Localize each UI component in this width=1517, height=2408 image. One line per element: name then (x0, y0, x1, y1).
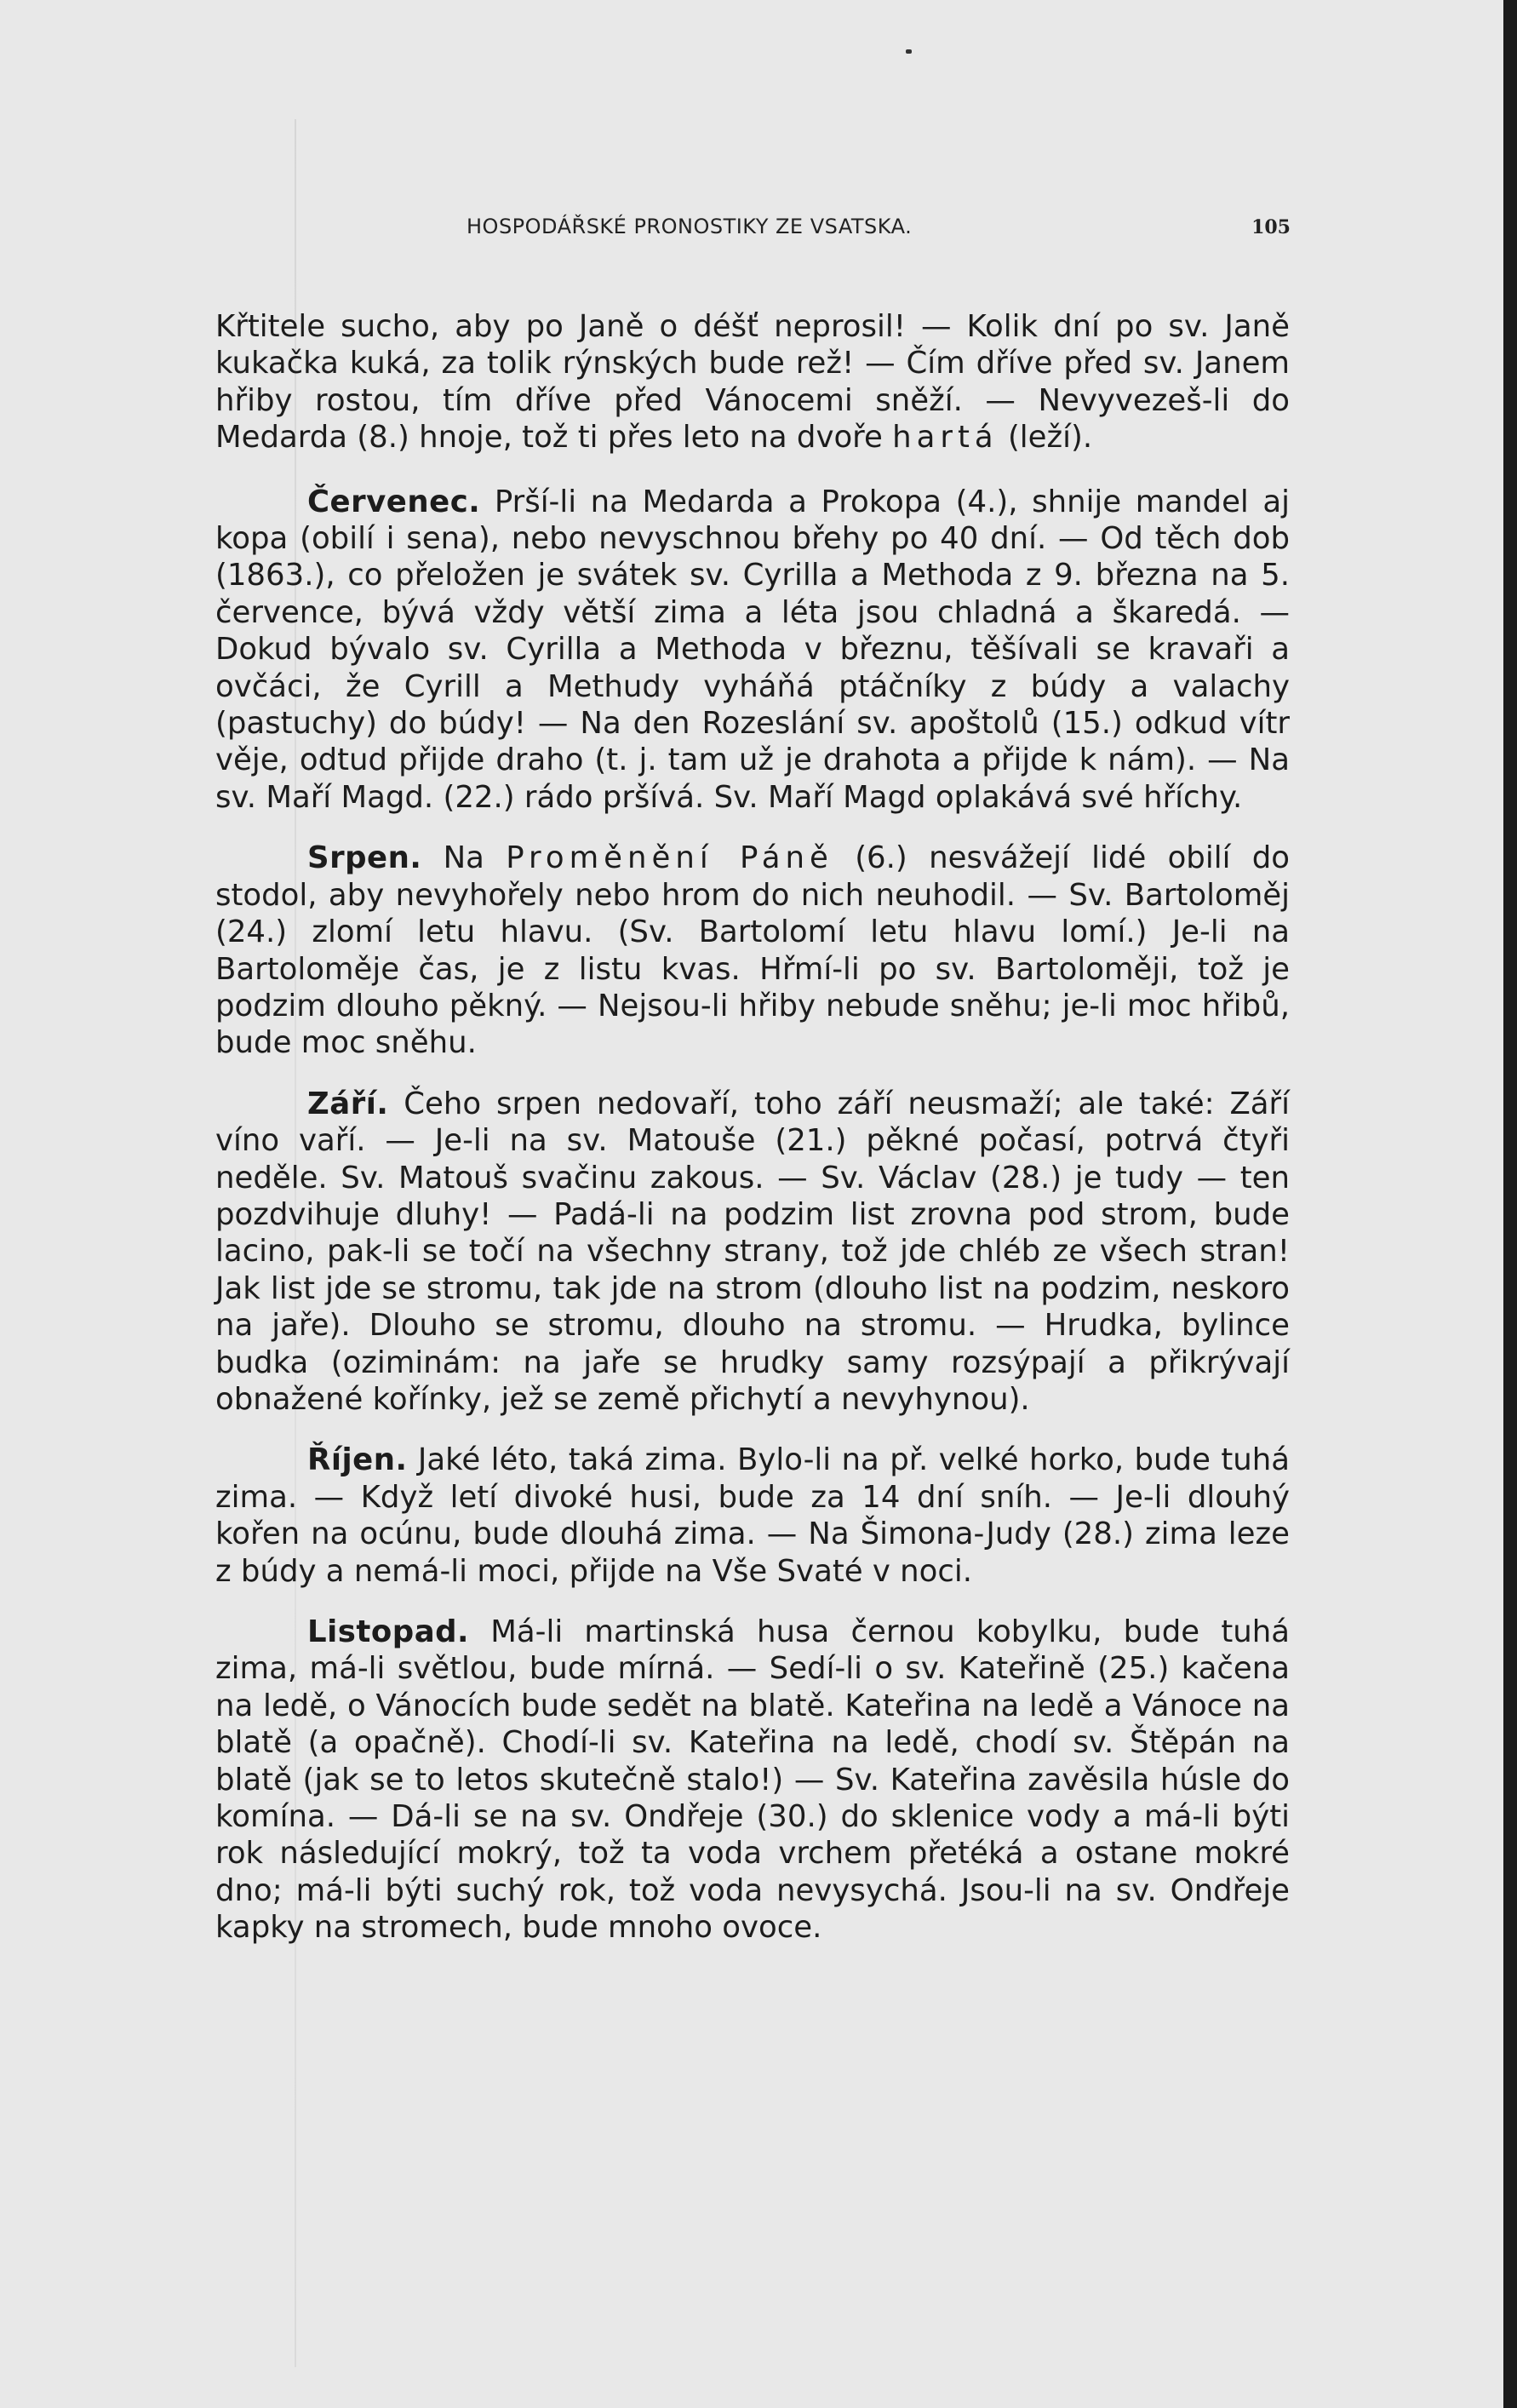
text-srpen-pre: Na (421, 840, 507, 876)
intro-end: (leží). (998, 420, 1093, 456)
intro-spaced-word: hartá (892, 420, 999, 456)
heading-listopad: Listopad. (307, 1614, 470, 1649)
intro-text: Křtitele sucho, aby po Janě o déšť neprosil! — Kolik dní po sv. Janě kukačka kuká, za tolik rýnských bude rež! — Čím dříve před sv. Janem hřiby rostou, tím dříve před Vánocemi sněží. — Nevyvezeš-li do Medarda (8.) hnoje, tož ti přes leto na dvoře (215, 309, 1290, 456)
ink-speck (906, 49, 912, 54)
text-zari: Čeho srpen nedovaří, toho září neusmaží; ale také: Září víno vaří. — Je-li na sv. Matouše (21.) pěkné počasí, potrvá čtyři neděle. Sv. Matouš svačinu zakous. — Sv. Václav (28.) je tudy — ten pozdvihuje dluhy! — Padá-li na podzim list zrovna pod strom, bude lacino, pak-li se točí na všechny strany, tož jde chléb ze všech stran! Jak list jde se stromu, tak jde na strom (dlouho list na podzim, neskoro na jaře). Dlouho se stromu, dlouho na stromu. — Hrudka, bylince budka (oziminám: na jaře se hrudky samy rozsýpají a přikrývají obnažené kořínky, jež se země přichytí a nevyhynou). (215, 1086, 1290, 1417)
running-header (467, 215, 1291, 249)
srpen-spaced-phrase: Proměnění Páně (506, 840, 833, 876)
heading-rijen: Říjen. (307, 1442, 408, 1478)
paragraph-rijen (215, 1442, 1290, 1590)
scan-dark-edge (1503, 0, 1517, 2408)
text-cervenec: Prší-li na Medarda a Prokopa (4.), shnije mandel aj kopa (obilí i sena), nebo nevyschnou břehy po 40 dní. — Od těch dob (1863.), co přeložen je svátek sv. Cyrilla a Methoda z 9. března na 5. července, bývá vždy větší zima a léta jsou chladná a škaredá. — Dokud bývalo sv. Cyrilla a Methoda v březnu, těšívali se kravaři a ovčáci, že Cyrill a Methudy vyháňá ptáčníky z búdy a valachy (pastuchy) do búdy! — Na den Rozeslání sv. apoštolů (15.) odkud vítr věje, odtud přijde draho (t. j. tam už je drahota a přijde k nám). — Na sv. Maří Magd. (22.) rádo pršívá. Sv. Maří Magd oplakává své hříchy. (215, 484, 1290, 815)
heading-srpen: Srpen. (307, 840, 422, 876)
paragraph-intro (215, 308, 1290, 456)
paragraph-listopad (215, 1614, 1290, 1946)
heading-cervenec: Červenec. (307, 484, 481, 519)
page-body (215, 308, 1290, 1970)
paragraph-zari (215, 1086, 1290, 1419)
header-title: HOSPODÁŘSKÉ PRONOSTIKY ZE VSATSKA. (467, 215, 913, 238)
paragraph-srpen (215, 840, 1290, 1061)
paragraph-cervenec (215, 484, 1290, 817)
heading-zari: Září. (307, 1086, 389, 1121)
text-listopad: Má-li martinská husa černou kobylku, bude tuhá zima, má-li světlou, bude mírná. — Sedí-li o sv. Kateřině (25.) kačena na ledě, o Vánocích bude sedět na blatě. Kateřina na ledě a Vánoce na blatě (a opačně). Chodí-li sv. Kateřina na ledě, chodí sv. Štěpán na blatě (jak se to letos skutečně stalo!) — Sv. Kateřina zavěsila húsle do komína. — Dá-li se na sv. Ondřeje (30.) do sklenice vody a má-li býti rok následující mokrý, tož ta voda vrchem přetéká a ostane mokré dno; má-li býti suchý rok, tož voda nevysychá. Jsou-li na sv. Ondřeje kapky na stromech, bude mnoho ovoce. (215, 1614, 1290, 1946)
page-number: 105 (1251, 216, 1291, 238)
text-rijen: Jaké léto, taká zima. Bylo-li na př. velké horko, bude tuhá zima. — Když letí divoké husi, bude za 14 dní sníh. — Je-li dlouhý kořen na ocúnu, bude dlouhá zima. — Na Šimona-Judy (28.) zima leze z búdy a nemá-li moci, přijde na Vše Svaté v noci. (215, 1442, 1290, 1589)
text-srpen: (6.) nesvážejí lidé obilí do stodol, aby nevyhořely nebo hrom do nich neuhodil. — Sv. Bartoloměj (24.) zlomí letu hlavu. (Sv. Bartolomí letu hlavu lomí.) Je-li na Bartoloměje čas, je z listu kvas. Hřmí-li po sv. Bartoloměji, tož je podzim dlouho pěkný. — Nejsou-li hřiby nebude sněhu; je-li moc hřibů, bude moc sněhu. (215, 840, 1290, 1061)
